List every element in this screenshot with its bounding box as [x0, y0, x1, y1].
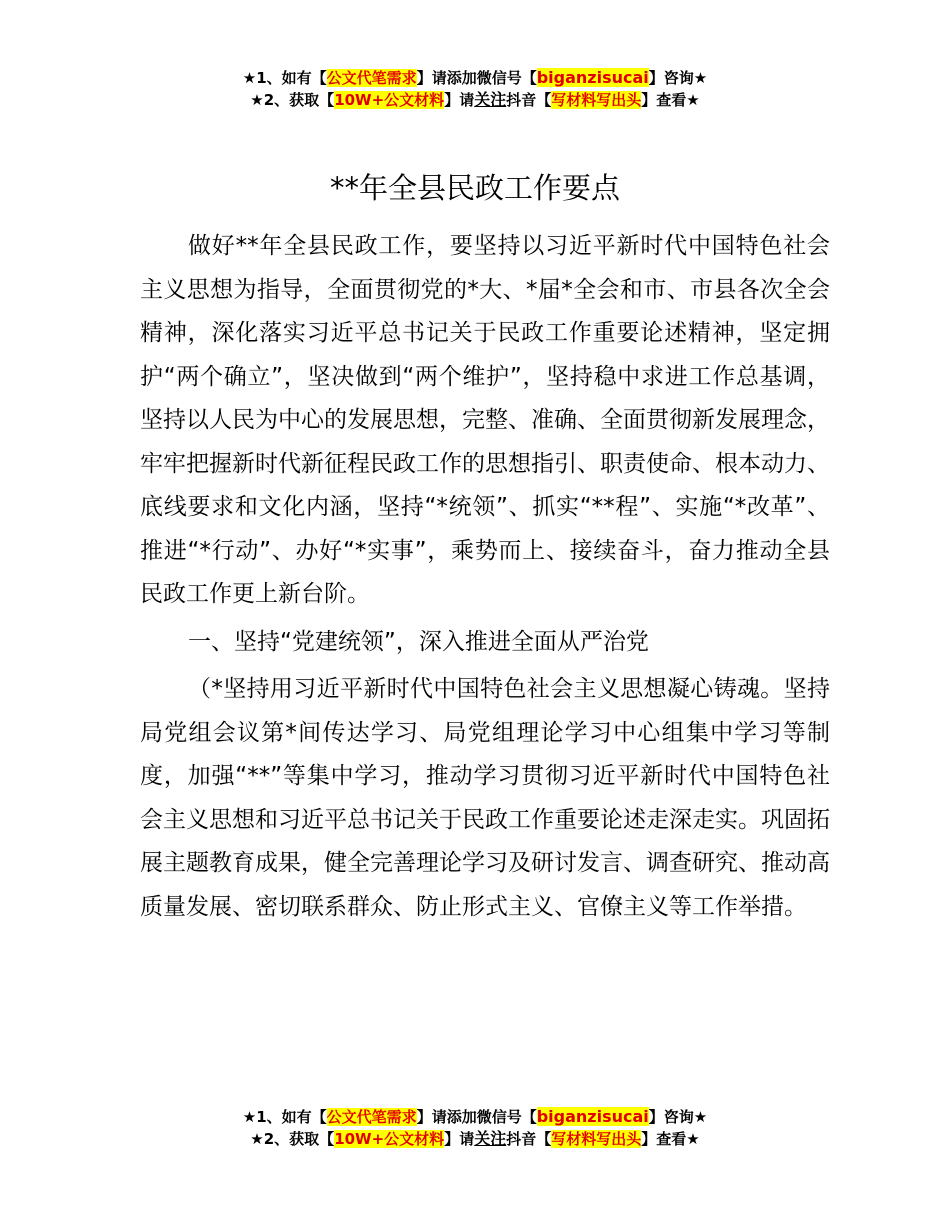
banner-1-suffix: 】咨询★	[648, 69, 708, 87]
document-body	[140, 225, 830, 929]
banner-2-middle-1: 】请	[444, 91, 475, 109]
paragraph-item-1: （*坚持用习近平新时代中国特色社会主义思想凝心铸魂。坚持局党组会议第*间传达学习、局党组理论学习中心组集中学习等制度，加强“**”等集中学习，推动学习贯彻习近平新时代中国特色社会主义思想和习近平总书记关于民政工作重要论述走深走实。巩固拓展主题教育成果，健全完善理论学习及研讨发言、调查研究、推动高质量发展、密切联系群众、防止形式主义、官僚主义等工作举措。	[140, 676, 830, 920]
banner-line-1	[0, 67, 950, 89]
footer-2-middle-2: 抖音【	[506, 1130, 552, 1148]
banner-2-middle-2: 抖音【	[506, 91, 552, 109]
footer-banner-line-1	[0, 1106, 950, 1128]
footer-1-middle: 】请添加微信号【	[416, 1108, 537, 1126]
paragraph-intro: 做好**年全县民政工作，要坚持以习近平新时代中国特色社会主义思想为指导，全面贯彻党的*大、*届*全会和市、市县各次全会精神，深化落实习近平总书记关于民政工作重要论述精神，坚定拥护“两个确立”，坚决做到“两个维护”，坚持稳中求进工作总基调，坚持以人民为中心的发展思想，完整、准确、全面贯彻新发展理念，牢牢把握新时代新征程民政工作的思想指引、职责使命、根本动力、底线要求和文化内涵，坚持“*统领”、抓实“**程”、实施“*改革”、推进“*行动”、办好“*实事”，乘势而上、接续奋斗，奋力推动全县民政工作更上新台阶。	[140, 233, 830, 607]
banner-1-highlight-2: biganzisucai	[536, 68, 649, 87]
banner-1-prefix: ★1、如有【	[242, 69, 327, 87]
footer-banner	[0, 1106, 950, 1150]
footer-2-highlight-2: 写材料写出头	[551, 1130, 642, 1148]
footer-1-prefix: ★1、如有【	[242, 1108, 327, 1126]
banner-1-highlight-1: 公文代笔需求	[326, 69, 417, 87]
footer-banner-line-2	[0, 1128, 950, 1150]
banner-2-underlined: 关注	[474, 90, 507, 109]
footer-1-highlight-2: biganzisucai	[536, 1107, 649, 1126]
banner-1-middle: 】请添加微信号【	[416, 69, 537, 87]
document-title: **年全县民政工作要点	[329, 171, 620, 205]
footer-2-underlined: 关注	[474, 1129, 507, 1148]
footer-2-suffix: 】查看★	[641, 1130, 700, 1148]
banner-2-highlight-1: 10W+公文材料	[334, 91, 445, 109]
footer-2-prefix: ★2、获取【	[250, 1130, 335, 1148]
footer-1-suffix: 】咨询★	[648, 1108, 708, 1126]
banner-2-prefix: ★2、获取【	[250, 91, 335, 109]
footer-2-middle-1: 】请	[444, 1130, 475, 1148]
header-banner	[0, 67, 950, 111]
section-heading-1: 一、坚持“党建统领”，深入推进全面从严治党	[188, 628, 649, 655]
footer-1-highlight-1: 公文代笔需求	[326, 1108, 417, 1126]
banner-2-suffix: 】查看★	[641, 91, 700, 109]
banner-2-highlight-2: 写材料写出头	[551, 91, 642, 109]
footer-2-highlight-1: 10W+公文材料	[334, 1130, 445, 1148]
banner-line-2	[0, 89, 950, 111]
